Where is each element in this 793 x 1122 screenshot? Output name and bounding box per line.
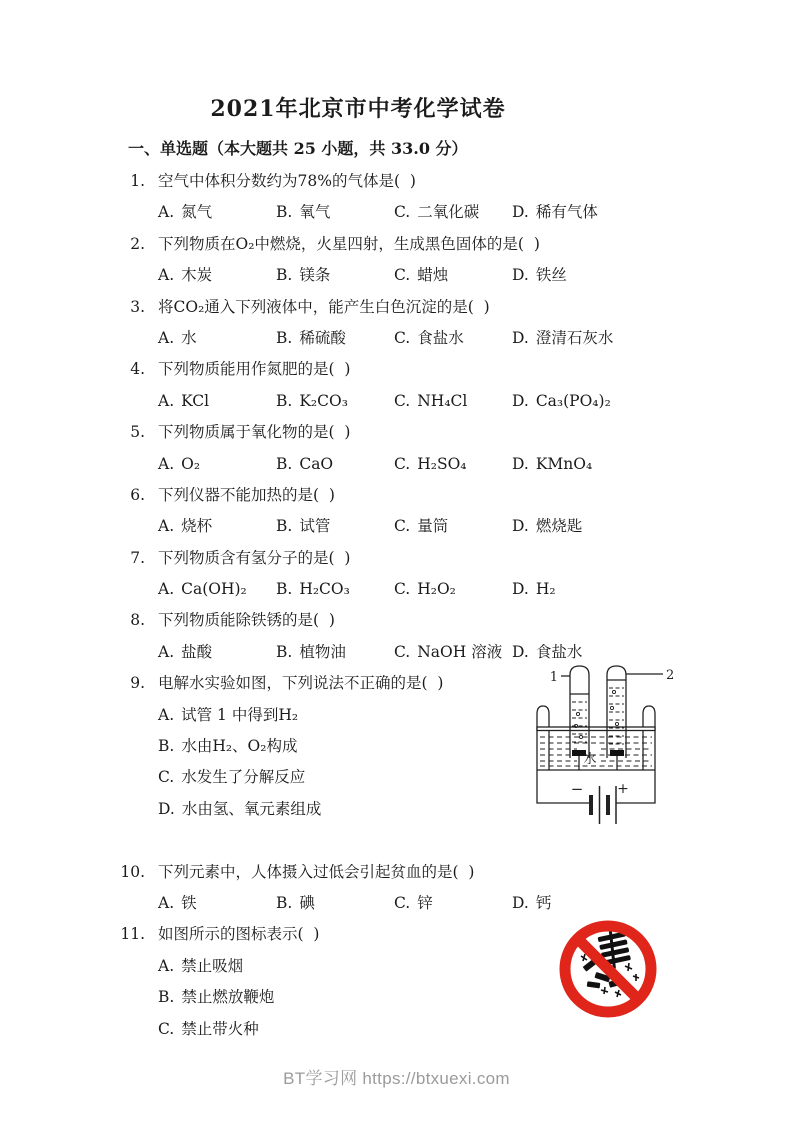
option-label: B. bbox=[276, 580, 293, 599]
option-text: H₂O₂ bbox=[417, 580, 456, 599]
option-text: 铁丝 bbox=[535, 266, 567, 285]
question-number: 11. bbox=[120, 925, 145, 944]
option-text: 二氧化碳 bbox=[417, 203, 480, 222]
option-label: D. bbox=[512, 203, 529, 222]
option-B bbox=[276, 511, 330, 542]
footer-watermark: BT学习网 https://btxuexi.com bbox=[283, 1069, 510, 1088]
question-number: 6. bbox=[130, 485, 145, 504]
page-title: 2021年北京市中考化学试卷 bbox=[210, 96, 506, 122]
option-text: 燃烧匙 bbox=[535, 517, 583, 536]
tube1-label: 1 bbox=[549, 670, 558, 685]
option-C bbox=[394, 197, 479, 228]
option-text: 碘 bbox=[299, 893, 315, 912]
option-label: D. bbox=[512, 391, 529, 410]
options-row bbox=[100, 323, 693, 354]
option-label: A. bbox=[158, 391, 175, 410]
option-text: 水发生了分解反应 bbox=[181, 768, 306, 787]
option-C bbox=[394, 888, 433, 919]
option-text: NH₄Cl bbox=[417, 391, 468, 410]
options-row bbox=[100, 574, 693, 605]
option-B bbox=[276, 449, 333, 480]
water-label: 水 bbox=[583, 752, 597, 767]
option-text: 量筒 bbox=[417, 517, 449, 536]
option-label: B. bbox=[276, 893, 293, 912]
option-D bbox=[512, 323, 613, 354]
option-label: A. bbox=[158, 328, 175, 347]
option-label: B. bbox=[276, 454, 293, 473]
option-text: NaOH 溶液 bbox=[417, 642, 503, 661]
option-label: A. bbox=[158, 266, 175, 285]
option-label: C. bbox=[394, 454, 411, 473]
option-A bbox=[158, 888, 197, 919]
option-label: D. bbox=[158, 799, 175, 818]
option-A bbox=[158, 323, 197, 354]
question-number: 3. bbox=[130, 297, 145, 316]
question-stem: 下列仪器不能加热的是( ) bbox=[158, 485, 335, 504]
option-B bbox=[276, 323, 346, 354]
question-number: 4. bbox=[130, 360, 145, 379]
question-stem-line bbox=[100, 354, 693, 385]
option-text: 水 bbox=[181, 328, 197, 347]
option-B bbox=[276, 386, 348, 417]
question-1 bbox=[100, 166, 693, 229]
option-text: K₂CO₃ bbox=[299, 391, 348, 410]
question-stem-line bbox=[100, 166, 693, 197]
option-text: 氮气 bbox=[181, 203, 213, 222]
option-text: 食盐水 bbox=[417, 328, 464, 347]
option-label: B. bbox=[276, 266, 293, 285]
question-number: 7. bbox=[130, 548, 145, 567]
option-D bbox=[512, 197, 598, 228]
option-text: 烧杯 bbox=[181, 517, 213, 536]
option-C bbox=[394, 449, 467, 480]
question-stem: 下列元素中，人体摄入过低会引起贫血的是( ) bbox=[158, 862, 475, 881]
questions-list bbox=[100, 166, 693, 1045]
option-label: B. bbox=[276, 203, 293, 222]
option-label: B. bbox=[276, 642, 293, 661]
question-2 bbox=[100, 229, 693, 292]
option-text: KCl bbox=[181, 391, 210, 410]
option-D bbox=[512, 574, 556, 605]
options-row bbox=[100, 260, 693, 291]
option-label: D. bbox=[512, 580, 529, 599]
option-text: 盐酸 bbox=[181, 642, 213, 661]
option-label: B. bbox=[276, 517, 293, 536]
option-text: Ca(OH)₂ bbox=[181, 580, 247, 599]
option-label: B. bbox=[276, 328, 293, 347]
no-firecrackers-icon bbox=[557, 918, 659, 1020]
option-label: C. bbox=[394, 266, 411, 285]
option-B bbox=[276, 637, 346, 668]
option-label: C. bbox=[394, 391, 411, 410]
option-label: A. bbox=[158, 705, 175, 724]
option-A bbox=[158, 260, 212, 291]
option-label: C. bbox=[394, 328, 411, 347]
section-heading: 一、单选题（本大题共 25 小题，共 33.0 分） bbox=[128, 139, 468, 158]
option-text: 木炭 bbox=[181, 266, 213, 285]
question-stem-line bbox=[100, 605, 693, 636]
question-stem: 下列物质含有氢分子的是( ) bbox=[158, 548, 351, 567]
option-text: H₂ bbox=[535, 580, 556, 599]
option-text: 蜡烛 bbox=[417, 266, 449, 285]
option-text: CaO bbox=[299, 454, 334, 473]
option-label: B. bbox=[158, 988, 175, 1007]
option-B bbox=[276, 197, 330, 228]
battery-symbol bbox=[591, 786, 616, 824]
option-D bbox=[512, 511, 582, 542]
battery-negative-label: − bbox=[570, 780, 584, 798]
question-stem: 下列物质能除铁锈的是( ) bbox=[158, 611, 335, 630]
question-5 bbox=[100, 417, 693, 480]
question-stem: 空气中体积分数约为78%的气体是( ) bbox=[158, 172, 416, 190]
options-row bbox=[100, 449, 693, 480]
option-text: 禁止燃放鞭炮 bbox=[181, 988, 275, 1007]
option-C bbox=[394, 260, 448, 291]
question-number: 10. bbox=[120, 862, 145, 881]
question-stem: 下列物质能用作氮肥的是( ) bbox=[158, 360, 351, 379]
option-text: 稀硫酸 bbox=[299, 328, 346, 347]
option-text: 植物油 bbox=[299, 642, 346, 661]
options-row bbox=[100, 511, 693, 542]
electrolysis-diagram bbox=[527, 658, 695, 828]
option-label: C. bbox=[394, 893, 411, 912]
question-stem-line bbox=[100, 480, 693, 511]
options-row bbox=[100, 197, 693, 228]
option-A bbox=[158, 386, 209, 417]
option-label: D. bbox=[512, 517, 529, 536]
question-stem-line bbox=[100, 857, 693, 888]
option-label: A. bbox=[158, 580, 175, 599]
option-text: O₂ bbox=[181, 454, 201, 473]
option-label: A. bbox=[158, 642, 175, 661]
question-stem-line bbox=[100, 229, 693, 260]
option-label: D. bbox=[512, 893, 529, 912]
option-label: A. bbox=[158, 203, 175, 222]
option-B bbox=[276, 888, 315, 919]
option-text: 锌 bbox=[417, 893, 433, 912]
battery-positive-label: + bbox=[617, 781, 629, 797]
option-C bbox=[394, 386, 467, 417]
question-4 bbox=[100, 354, 693, 417]
option-text: 试管 bbox=[299, 517, 331, 536]
option-label: B. bbox=[276, 391, 293, 410]
option-D bbox=[512, 888, 551, 919]
option-text: 水由H₂、O₂构成 bbox=[181, 737, 298, 756]
option-label: D. bbox=[512, 328, 529, 347]
option-text: 钙 bbox=[535, 893, 552, 912]
option-label: C. bbox=[158, 1019, 175, 1038]
spacer bbox=[100, 825, 693, 856]
option-label: C. bbox=[394, 517, 411, 536]
option-A bbox=[158, 637, 212, 668]
option-C bbox=[394, 511, 448, 542]
option-A bbox=[158, 511, 212, 542]
option-C bbox=[394, 637, 502, 668]
option-text: H₂SO₄ bbox=[417, 454, 467, 473]
option-B bbox=[276, 574, 350, 605]
option-text: 稀有气体 bbox=[535, 203, 598, 222]
question-6 bbox=[100, 480, 693, 543]
option-A bbox=[158, 197, 212, 228]
option-text: 禁止带火种 bbox=[181, 1019, 259, 1038]
question-number: 5. bbox=[130, 423, 145, 442]
option-D bbox=[512, 260, 567, 291]
question-stem: 如图所示的图标表示( ) bbox=[158, 925, 320, 944]
option-C bbox=[394, 574, 456, 605]
question-3 bbox=[100, 292, 693, 355]
option-label: C. bbox=[158, 768, 175, 787]
option-D bbox=[512, 449, 592, 480]
option-A bbox=[158, 574, 247, 605]
question-number: 8. bbox=[130, 611, 145, 630]
question-number: 1. bbox=[130, 172, 145, 190]
option-text: 试管 1 中得到H₂ bbox=[181, 705, 299, 724]
option-label: C. bbox=[394, 580, 411, 599]
option-text: 镁条 bbox=[299, 266, 331, 285]
option-B bbox=[276, 260, 330, 291]
question-number: 2. bbox=[130, 234, 145, 253]
options-row bbox=[100, 386, 693, 417]
option-label: A. bbox=[158, 956, 175, 975]
option-text: 水由氢、氧元素组成 bbox=[181, 799, 322, 818]
option-label: D. bbox=[512, 642, 529, 661]
question-stem: 将CO₂通入下列液体中，能产生白色沉淀的是( ) bbox=[158, 297, 490, 316]
option-label: D. bbox=[512, 454, 529, 473]
test-tube-2 bbox=[607, 666, 626, 770]
tube2-label: 2 bbox=[666, 668, 675, 683]
option-text: 澄清石灰水 bbox=[535, 328, 614, 347]
option-text: 食盐水 bbox=[535, 642, 583, 661]
option-text: 禁止吸烟 bbox=[181, 956, 244, 975]
option-D bbox=[512, 386, 611, 417]
option-text: 铁 bbox=[181, 893, 197, 912]
option-label: A. bbox=[158, 454, 175, 473]
option-text: 氧气 bbox=[299, 203, 331, 222]
option-label: B. bbox=[158, 737, 175, 756]
question-stem: 下列物质属于氧化物的是( ) bbox=[158, 423, 351, 442]
question-stem: 下列物质在O₂中燃烧，火星四射，生成黑色固体的是( ) bbox=[158, 234, 540, 253]
question-7 bbox=[100, 543, 693, 606]
option-label: A. bbox=[158, 517, 175, 536]
option-label: A. bbox=[158, 893, 175, 912]
question-stem-line bbox=[100, 417, 693, 448]
option-text: H₂CO₃ bbox=[299, 580, 350, 599]
option-label: C. bbox=[394, 642, 411, 661]
option-label: C. bbox=[394, 203, 411, 222]
question-stem: 电解水实验如图，下列说法不正确的是( ) bbox=[158, 674, 444, 693]
question-stem-line bbox=[100, 543, 693, 574]
option-A bbox=[158, 449, 200, 480]
option-C bbox=[394, 323, 464, 354]
question-number: 9. bbox=[130, 674, 145, 693]
options-row bbox=[100, 888, 693, 919]
option-text: Ca₃(PO₄)₂ bbox=[535, 391, 611, 410]
question-10 bbox=[100, 857, 693, 920]
option-label: D. bbox=[512, 266, 529, 285]
question-stem-line bbox=[100, 292, 693, 323]
option-text: KMnO₄ bbox=[535, 454, 593, 473]
